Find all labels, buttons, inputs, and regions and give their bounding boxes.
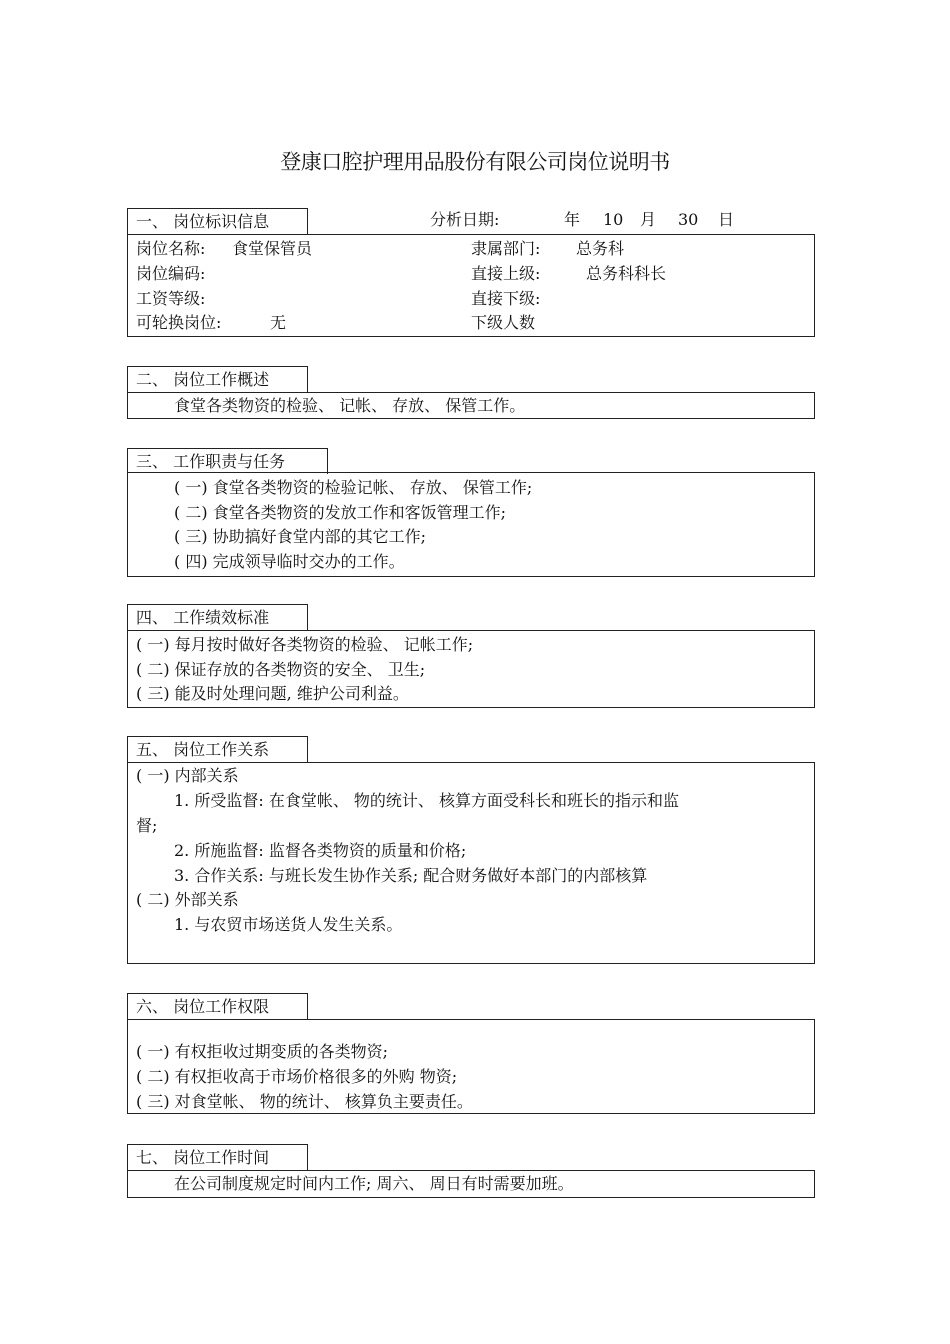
day-value: 30: [678, 210, 699, 229]
overview-text: 食堂各类物资的检验、 记帐、 存放、 保管工作。: [174, 396, 526, 415]
document-title: 登康口腔护理用品股份有限公司岗位说明书: [280, 150, 670, 174]
relation-item-supervised: 1. 所受监督: 在食堂帐、 物的统计、 核算方面受科长和班长的指示和监: [174, 791, 680, 810]
relation-item-external: 1. 与农贸市场送货人发生关系。: [174, 915, 403, 934]
external-relations-heading: ( 二) 外部关系: [136, 890, 239, 909]
authority-item: ( 三) 对食堂帐、 物的统计、 核算负主要责任。: [136, 1092, 473, 1111]
relation-item-supervising: 2. 所施监督: 监督各类物资的质量和价格;: [174, 841, 467, 860]
performance-item: ( 一) 每月按时做好各类物资的检验、 记帐工作;: [136, 635, 474, 654]
post-name-label: 岗位名称:: [136, 239, 206, 258]
post-name-value: 食堂保管员: [232, 239, 313, 258]
analysis-date-label: 分析日期:: [430, 210, 500, 229]
superior-label: 直接上级:: [471, 264, 541, 283]
duty-item: ( 四) 完成领导临时交办的工作。: [174, 552, 405, 571]
subordinate-label: 直接下级:: [471, 289, 541, 308]
duty-item: ( 一) 食堂各类物资的检验记帐、 存放、 保管工作;: [174, 478, 533, 497]
relation-item-supervised-cont: 督;: [136, 816, 158, 835]
section-2-heading: 二、 岗位工作概述: [127, 366, 308, 392]
department-value: 总务科: [576, 239, 625, 258]
performance-item: ( 三) 能及时处理问题, 维护公司利益。: [136, 684, 409, 703]
work-time-text: 在公司制度规定时间内工作; 周六、 周日有时需要加班。: [174, 1174, 574, 1193]
subordinate-count-label: 下级人数: [471, 313, 536, 332]
authority-item: ( 一) 有权拒收过期变质的各类物资;: [136, 1042, 389, 1061]
duty-item: ( 三) 协助搞好食堂内部的其它工作;: [174, 527, 427, 546]
department-label: 隶属部门:: [471, 239, 541, 258]
performance-item: ( 二) 保证存放的各类物资的安全、 卫生;: [136, 660, 426, 679]
day-unit: 日: [718, 210, 735, 229]
post-code-label: 岗位编码:: [136, 264, 206, 283]
section-7-heading: 七、 岗位工作时间: [127, 1144, 308, 1170]
month-unit: 月: [640, 210, 657, 229]
duty-item: ( 二) 食堂各类物资的发放工作和客饭管理工作;: [174, 503, 507, 522]
section-1-heading: 一、 岗位标识信息: [127, 208, 308, 234]
superior-value: 总务科科长: [586, 264, 667, 283]
rotation-post-label: 可轮换岗位:: [136, 313, 222, 332]
relation-item-cooperation: 3. 合作关系: 与班长发生协作关系; 配合财务做好本部门的内部核算: [174, 866, 648, 885]
rotation-post-value: 无: [270, 313, 287, 332]
internal-relations-heading: ( 一) 内部关系: [136, 766, 239, 785]
year-unit: 年: [564, 210, 581, 229]
section-3-heading: 三、 工作职责与任务: [127, 448, 328, 474]
authority-item: ( 二) 有权拒收高于市场价格很多的外购 物资;: [136, 1067, 458, 1086]
section-6-heading: 六、 岗位工作权限: [127, 993, 308, 1019]
section-4-heading: 四、 工作绩效标准: [127, 604, 308, 630]
salary-grade-label: 工资等级:: [136, 289, 206, 308]
month-value: 10: [603, 210, 624, 229]
section-5-heading: 五、 岗位工作关系: [127, 736, 308, 762]
